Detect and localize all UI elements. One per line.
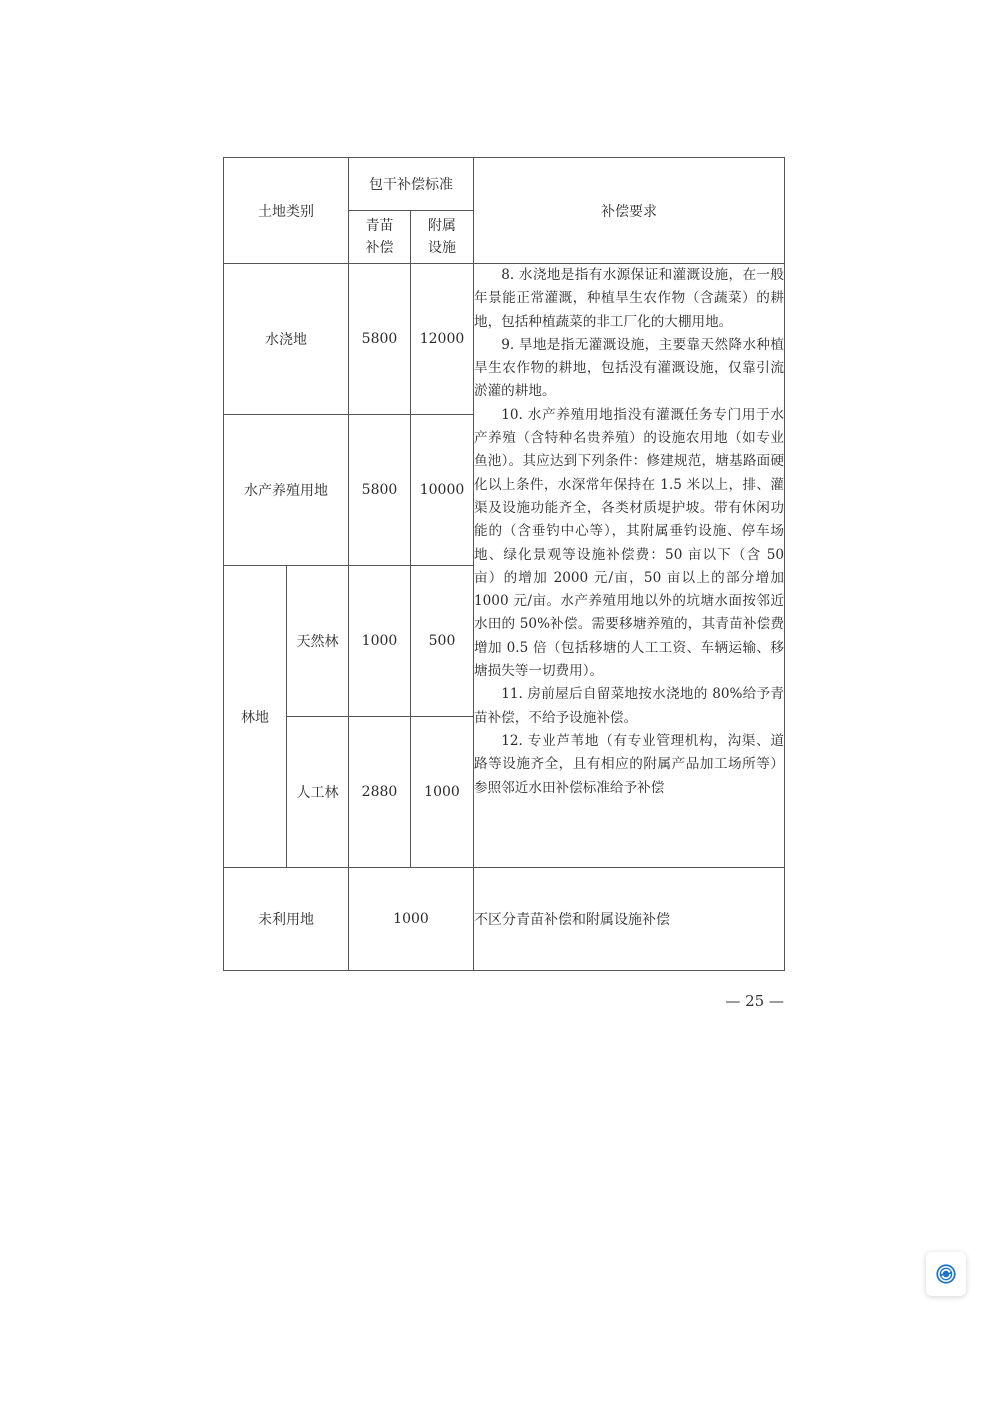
row-natural-forest-facility: 500: [411, 566, 474, 717]
header-requirement: 补偿要求: [474, 158, 785, 264]
requirement-item-11: 11. 房前屋后自留菜地按水浇地的 80%给予青苗补偿，不给予设施补偿。: [474, 686, 784, 726]
requirement-item-10: 10. 水产养殖用地指没有灌溉任务专门用于水产养殖（含特种名贵养殖）的设施农用地（如专业鱼池）。其应达到下列条件：修建规范，塘基路面硬化以上条件，水深常年保持在 1.5 米以上，排、灌渠及设施功能齐全，各类材质堤护坡。带有休闲功能的（含垂钓中心等），其附属垂钓设施、停车场地、绿化景观等设施补偿费：50 亩以下（含 50 亩）的增加 2000 元/亩，50 亩以上的部分增加 1000 元/亩。水产养殖用地以外的坑塘水面按邻近水田的 50%补偿。需要移塘养殖的，其青苗补偿费增加 0.5 倍（包括移塘的人工工资、车辆运输、移塘损失等一切费用）。: [474, 406, 784, 680]
row-planted-forest-facility: 1000: [411, 717, 474, 868]
row-aquaculture-seedling: 5800: [349, 415, 411, 566]
header-seedling: [349, 211, 411, 264]
row-natural-forest-name: 天然林: [287, 566, 349, 717]
requirement-item-8: 8. 水浇地是指有水源保证和灌溉设施，在一般年景能正常灌溉，种植旱生农作物（含蔬菜）的耕地，包括种植蔬菜的非工厂化的大棚用地。: [474, 267, 784, 330]
refresh-sync-icon: [935, 1263, 957, 1285]
requirements-cell: [474, 264, 785, 868]
row-natural-forest-seedling: 1000: [349, 566, 411, 717]
row-aquaculture-facility: 10000: [411, 415, 474, 566]
header-seedling-line2: 补偿: [365, 240, 394, 256]
row-forest-name: 林地: [224, 566, 287, 868]
row-unused-requirement: 不区分青苗补偿和附属设施补偿: [474, 868, 785, 971]
row-unused-value: 1000: [349, 868, 474, 971]
row-irrigated-seedling: 5800: [349, 264, 411, 415]
page-number: — 25 —: [725, 992, 784, 1010]
row-aquaculture-name: 水产养殖用地: [224, 415, 349, 566]
floating-action-button[interactable]: [926, 1252, 966, 1296]
header-standard: 包干补偿标准: [349, 158, 474, 211]
row-planted-forest-name: 人工林: [287, 717, 349, 868]
row-irrigated-name: 水浇地: [224, 264, 349, 415]
header-land-type: 土地类别: [224, 158, 349, 264]
compensation-table: [223, 157, 785, 971]
header-facility-line1: 附属: [428, 218, 456, 234]
row-unused-name: 未利用地: [224, 868, 349, 971]
header-facility: [411, 211, 474, 264]
row-planted-forest-seedling: 2880: [349, 717, 411, 868]
header-facility-line2: 设施: [428, 240, 456, 256]
header-seedling-line1: 青苗: [365, 218, 394, 234]
requirement-item-12: 12. 专业芦苇地（有专业管理机构，沟渠、道路等设施齐全，且有相应的附属产品加工场所等）参照邻近水田补偿标准给予补偿: [474, 732, 784, 796]
requirement-item-9: 9. 旱地是指无灌溉设施，主要靠天然降水种植旱生农作物的耕地，包括没有灌溉设施，仅靠引流淤灌的耕地。: [474, 336, 784, 400]
row-irrigated-facility: 12000: [411, 264, 474, 415]
